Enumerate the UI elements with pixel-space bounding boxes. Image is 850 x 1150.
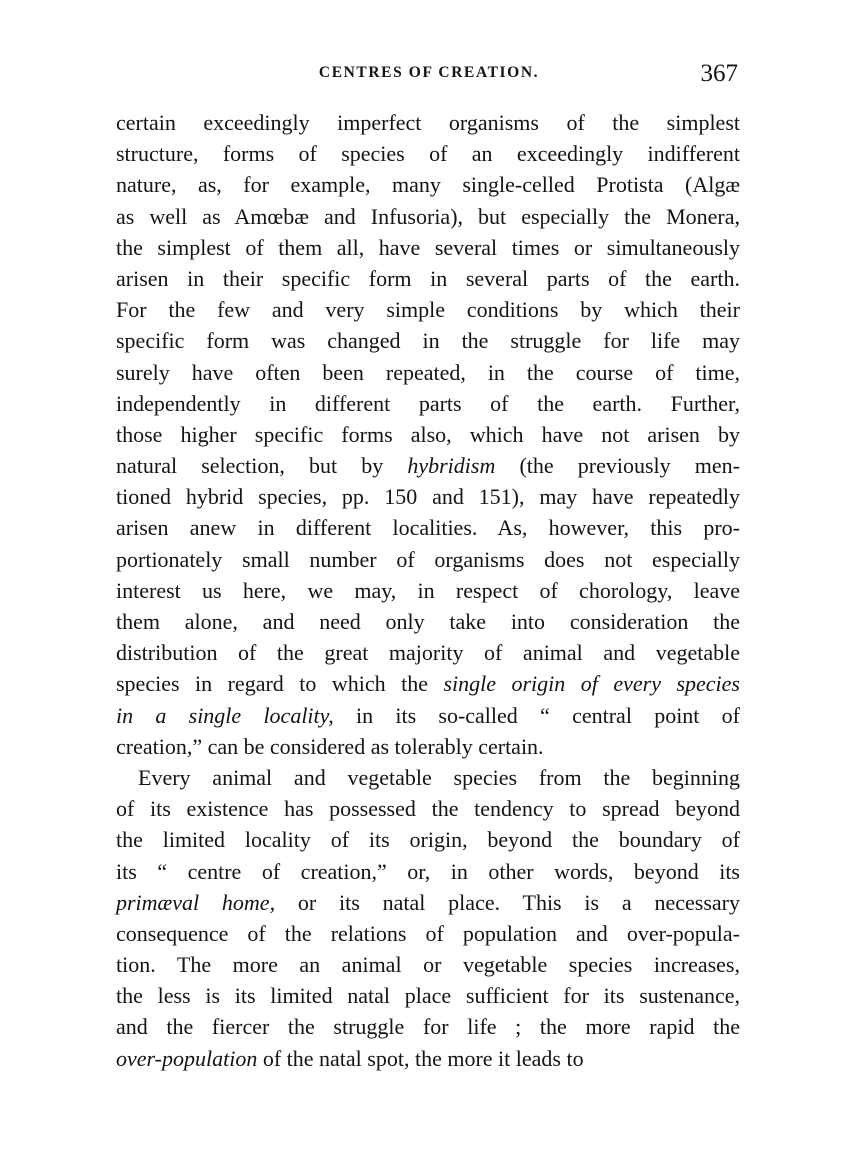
text-run: the less is its limited natal place sufficient for its sustenance, — [116, 983, 740, 1009]
text-run: Every animal and vegetable species from the beginning — [138, 764, 740, 790]
text-run: the limited locality of its origin, beyond the boundary of — [116, 827, 740, 853]
italic-text: hybridism — [407, 453, 496, 479]
text-line — [116, 357, 740, 388]
text-line — [116, 637, 740, 668]
text-line — [116, 762, 740, 793]
italic-text: single origin of every species — [443, 671, 740, 697]
text-run: and the fiercer the struggle for life ; the more rapid the — [116, 1014, 740, 1040]
text-run: independently in different parts of the earth. Further, — [116, 390, 740, 416]
text-line — [116, 731, 740, 762]
paragraph — [116, 762, 740, 1074]
text-run: as well as Amœbæ and Infusoria), but especially the Monera, — [116, 203, 740, 229]
text-line — [116, 201, 740, 232]
text-line — [116, 918, 740, 949]
text-run: portionately small number of organisms does not especially — [116, 546, 740, 572]
text-line — [116, 700, 740, 731]
page-number: 367 — [700, 60, 738, 87]
text-run: of the natal spot, the more it leads to — [257, 1045, 584, 1071]
text-run: in its so-called “ central point of — [333, 702, 740, 728]
italic-text: over-population — [116, 1045, 258, 1071]
text-line — [116, 824, 740, 855]
text-run: interest us here, we may, in respect of chorology, leave — [116, 577, 740, 603]
text-line — [116, 606, 740, 637]
text-line — [116, 980, 740, 1011]
text-line — [116, 512, 740, 543]
text-line — [116, 138, 740, 169]
text-run: structure, forms of species of an exceedingly indifferent — [116, 141, 740, 167]
text-line — [116, 856, 740, 887]
text-run: or its natal place. This is a necessary — [275, 889, 740, 915]
text-line — [116, 575, 740, 606]
text-line — [116, 450, 740, 481]
italic-text: in a single locality, — [116, 702, 334, 728]
text-line — [116, 1011, 740, 1042]
text-line — [116, 949, 740, 980]
text-run: tion. The more an animal or vegetable species increases, — [116, 952, 740, 978]
text-run: them alone, and need only take into consideration the — [116, 609, 740, 634]
text-line — [116, 294, 740, 325]
text-run: arisen in their specific form in several parts of the earth. — [116, 265, 740, 291]
text-run: those higher specific forms also, which have not arisen by — [116, 421, 740, 447]
body-text — [116, 107, 740, 1074]
text-run: natural selection, but by — [116, 453, 408, 479]
text-run: the simplest of them all, have several times or simultaneously — [116, 234, 740, 260]
running-head — [116, 60, 742, 94]
text-run: nature, as, for example, many single-celled Protista (Algæ — [116, 172, 740, 198]
text-line — [116, 419, 740, 450]
text-line — [116, 544, 740, 575]
text-line — [116, 793, 740, 824]
text-line — [116, 887, 740, 918]
text-run: For the few and very simple conditions by which their — [116, 297, 740, 323]
text-run: its “ centre of creation,” or, in other words, beyond its — [116, 858, 740, 884]
text-run: of its existence has possessed the tendency to spread beyond — [116, 796, 740, 822]
text-line — [116, 1043, 740, 1074]
text-line — [116, 668, 740, 699]
paragraph — [116, 107, 740, 762]
text-line — [116, 325, 740, 356]
text-run: distribution of the great majority of animal and vegetable — [116, 640, 740, 666]
text-run: consequence of the relations of population and over-popula- — [116, 920, 740, 946]
text-line — [116, 169, 740, 200]
running-title: CENTRES OF CREATION. — [318, 64, 540, 81]
text-run: surely have often been repeated, in the course of time, — [116, 359, 740, 385]
text-line — [116, 481, 740, 512]
text-run: specific form was changed in the struggle for life may — [116, 328, 740, 354]
text-run: (the previously men- — [495, 453, 740, 479]
text-run: arisen anew in different localities. As, however, this pro- — [116, 515, 740, 541]
text-run: species in regard to which the — [116, 671, 444, 697]
text-line — [116, 263, 740, 294]
text-run: certain exceedingly imperfect organisms of the simplest — [116, 110, 740, 135]
italic-text: primæval home, — [116, 889, 276, 915]
text-run: creation,” can be considered as tolerably certain. — [116, 733, 544, 759]
text-line — [116, 388, 740, 419]
text-line — [116, 107, 740, 138]
text-line — [116, 232, 740, 263]
text-run: tioned hybrid species, pp. 150 and 151), may have repeatedly — [116, 484, 740, 510]
